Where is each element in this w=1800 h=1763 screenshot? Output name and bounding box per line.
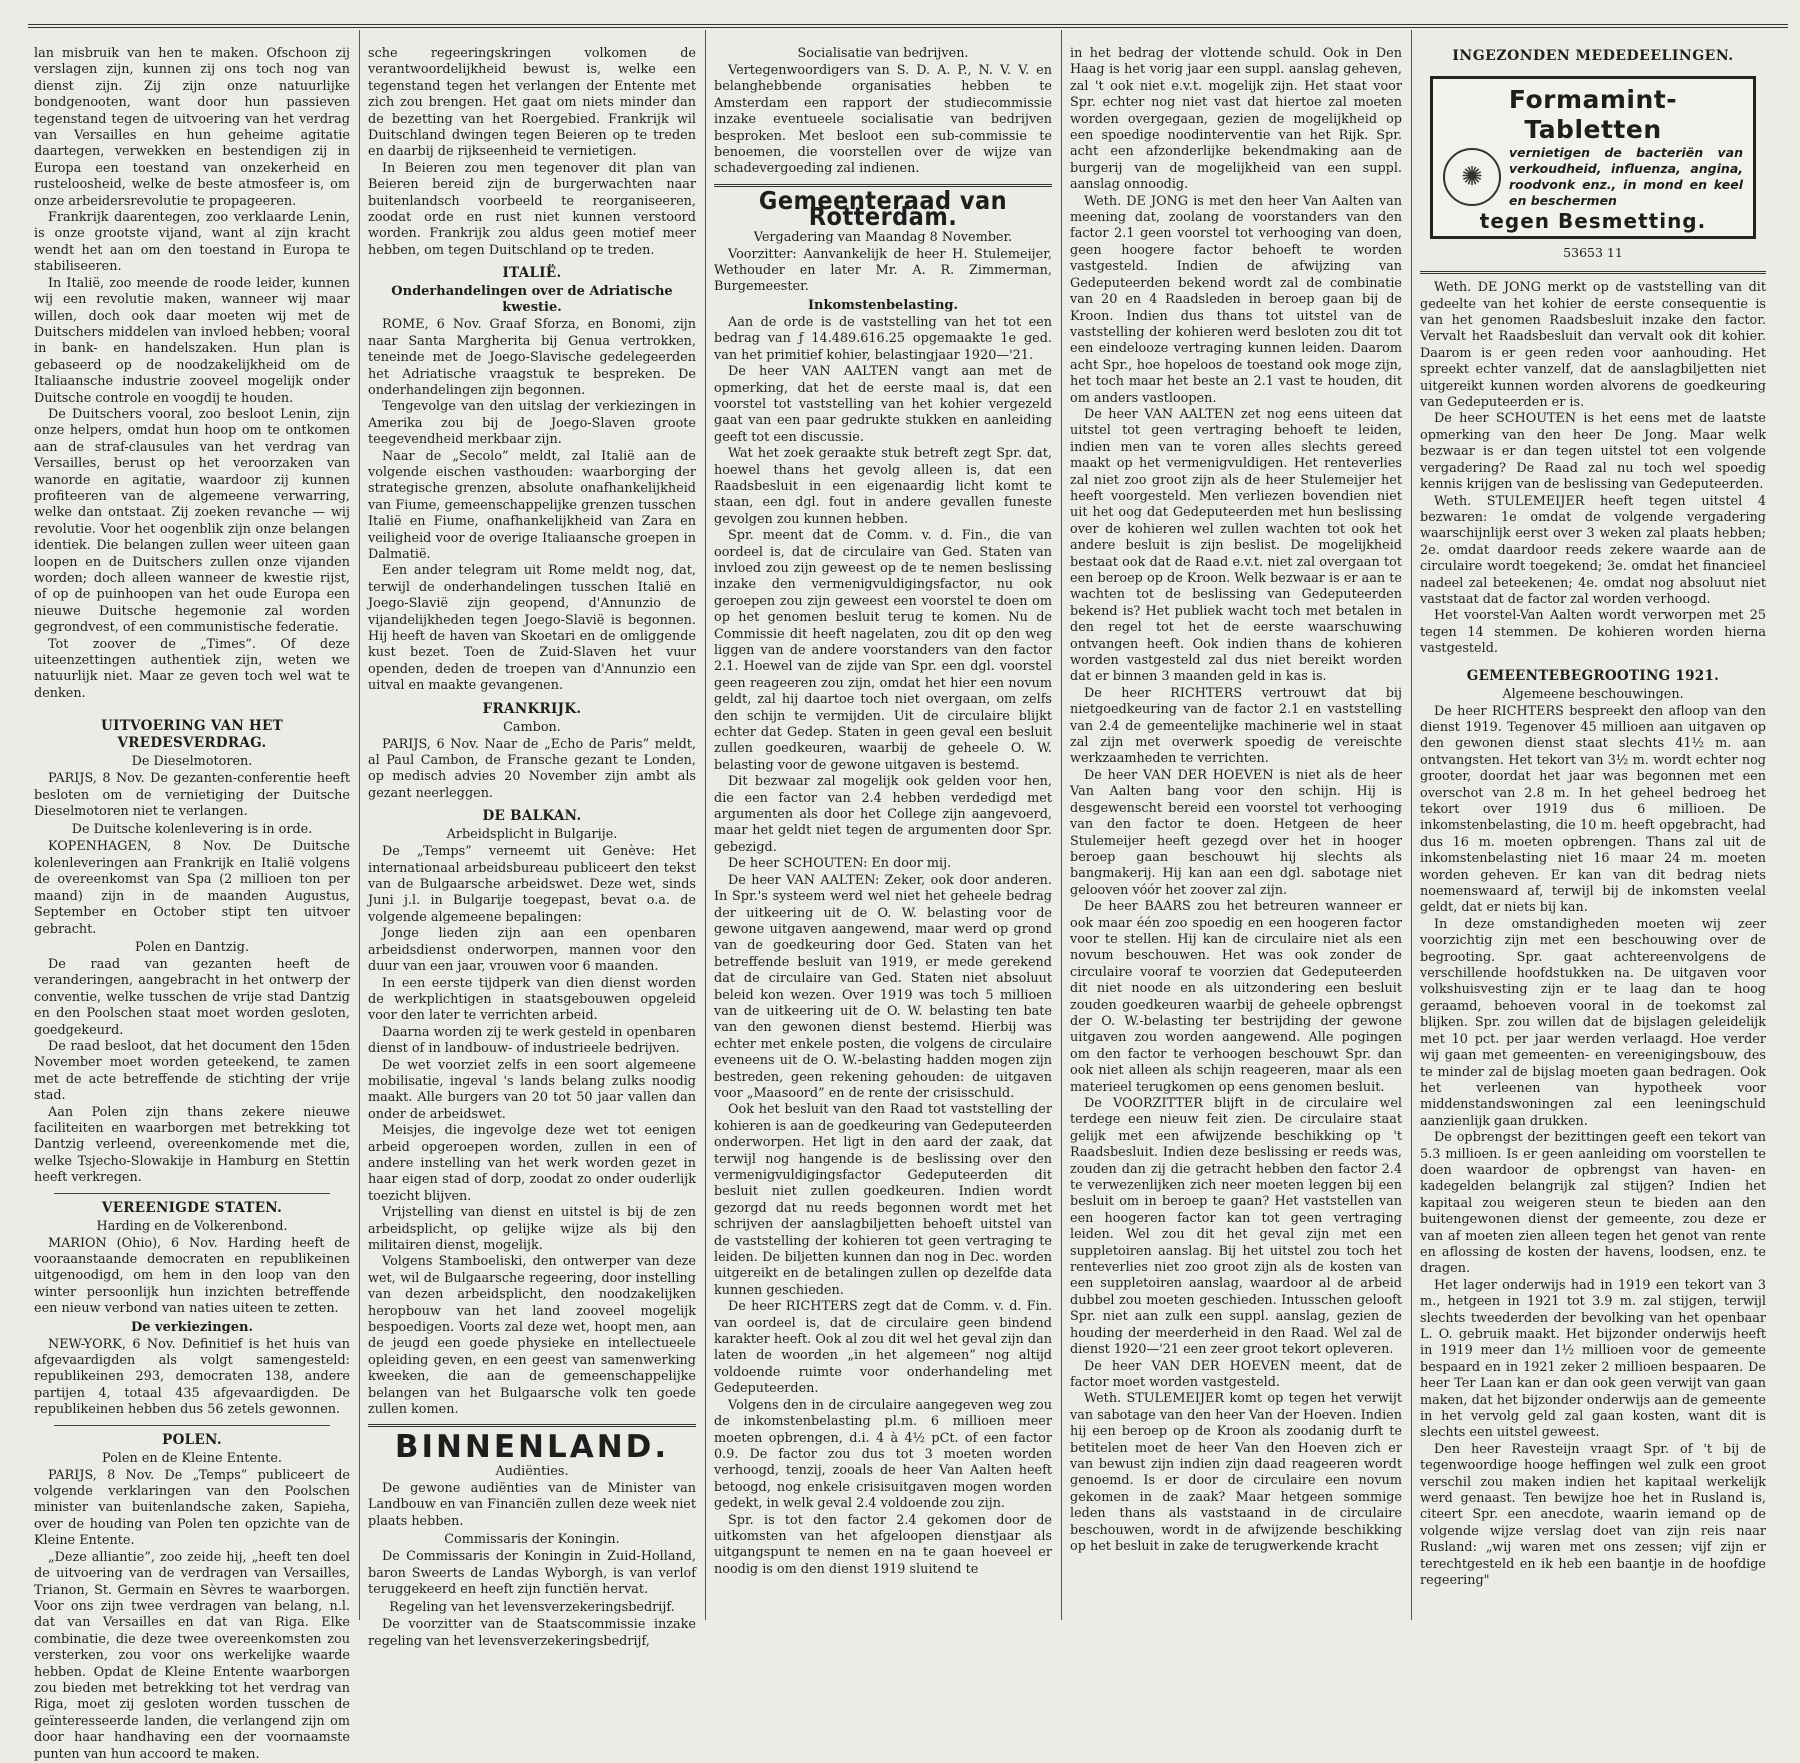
subheading: Arbeidsplicht in Bulgarije. <box>446 827 618 843</box>
article-text: De VOORZITTER blijft in de circulaire wel terdege een nieuw feit zien. De circulaire staat gelijk met een afwijzende beschikking op 't Raadsbesluit. Indien deze beslissing er reeds was, zouden dan zij die getracht hebben den factor 2.4 te verwezenlijken zich neer moeten leggen bij een besluit om in beroep te gaan? Het vaststellen van een hoogeren factor kan tot geen vertraging leiden. Wel zou dit het geval zijn met een suppletoiren aanslag. Bij het uitstel zou toch het renteverlies niet zoo groot zijn als de kosten van een suppletoiren aanslag, waardoor al de arbeid dubbel zou moeten geschieden. Intusschen gelooft Spr. niet aan zulk een suppl. aanslag, gezien de houding der meerderheid in den Raad. Wel zal de dienst 1920—'21 een zeer groot tekort opleveren. <box>1070 1096 1402 1358</box>
article-text: Frankrijk daarentegen, zoo verklaarde Lenin, is onze grootste vijand, want al zijn kracht wendt het aan om den toestand in Europa te stabiliseeren. <box>34 210 350 275</box>
divider <box>54 1193 330 1194</box>
article-text: Naar de „Secolo” meldt, zal Italië aan de volgende eischen vasthouden: waarborging der strategische grenzen, absolute onafhankelijkheid van Fiume, gemeenschappelijke grenzen tusschen Italië en Fiume, onafhankelijkheid van Zara en veiligheid voor de overige Italiaansche groepen in Dalmatië. <box>368 448 696 562</box>
article-text: in het bedrag der vlottende schuld. Ook in Den Haag is het vorig jaar een suppl. aanslag geheven, zal 't ook niet e.v.t. mogelijk zijn. Het staat voor Spr. echter nog niet vast dat hiertoe zal moeten worden overgegaan, gezien de mogelijkheid op een spoedige noodinterventie van het Rijk. Spr. acht een afzonderlijke bekendmaking aan de burgerij van de mogelijkheid van een suppl. aanslag onnoodig. <box>1070 46 1402 193</box>
subheading: Harding en de Volkerenbond. <box>96 1218 288 1234</box>
advertisement-code: 53653 11 <box>1563 244 1623 260</box>
formamint-advertisement <box>1430 76 1756 238</box>
article-text: Wat het zoek geraakte stuk betreft zegt Spr. dat, hoewel thans het gevolg alleen is, dat een Raadsbesluit in een eigenaardig licht komt te staan, een dgl. fout in andere gevallen funeste gevolgen zou kunnen hebben. <box>714 446 1052 527</box>
article-text: De heer BAARS zou het betreuren wanneer er ook maar één zoo spoedig en een hoogeren factor voor te stellen. Hij kan de circulaire niet als een novum beschouwen. Het was ook zonder de circulaire vooraf te voorzien dat Gedeputeerden dit niet noode en als uitzondering een besluit zouden goedkeuren waarbij de geheele opbrengst der O. W.-belasting ter bestrijding der gewone uitgaven zou worden aangewend. Alle pogingen om den factor te verhoogen beschouwt Spr. dan ook niet alleen als schijn reageeren, maar als een materieel terugkomen op eens genomen besluit. <box>1070 899 1402 1095</box>
subheading: Regeling van het levensverzekeringsbedrijf. <box>389 1600 675 1616</box>
article-text: PARIJS, 8 Nov. De „Temps” publiceert de volgende verklaringen van den Poolschen minister van buitenlandsche zaken, Sapieha, over de houding van Polen ten opzichte van de Kleine Entente. <box>34 1467 350 1549</box>
article-text: Aan Polen zijn thans zekere nieuwe faciliteiten en waarborgen met betrekking tot Dantzig verleend, overeenkomende met die, welke Tsjecho-Slowakije in Hamburg en Stettin heeft verkregen. <box>34 1104 350 1186</box>
article-text: Dit bezwaar zal mogelijk ook gelden voor hen, die een factor van 2.4 hebben verdedigd met argumenten als door het College zijn aangevoerd, maar het geldt niet tegen de argumenten door Spr. gebezigd. <box>714 774 1052 855</box>
council-masthead: Gemeenteraad van Rotterdam. <box>758 185 1008 232</box>
article-text: De Commissaris der Koningin in Zuid-Holland, baron Sweerts de Landas Wyborgh, is van verlof teruggekeerd en heeft zijn functiën hervat. <box>368 1549 696 1597</box>
article-text: Daarna worden zij te werk gesteld in openbaren dienst of in landbouw- of industrieele bedrijven. <box>368 1024 696 1057</box>
divider <box>54 1425 330 1426</box>
advertisement-product-name: Formamint-Tabletten <box>1508 85 1678 145</box>
advertisement-tagline: tegen Besmetting. <box>1479 209 1707 234</box>
article-text: De heer SCHOUTEN: En door mij. <box>728 856 952 872</box>
article-text: PARIJS, 6 Nov. Naar de „Echo de Paris” meldt, al Paul Cambon, de Fransche gezant te Londen, op medisch advies 20 November zijn ambt als gezant neerleggen. <box>368 736 696 801</box>
article-text: De wet voorziet zelfs in een soort algemeene mobilisatie, ingeval 's lands belang zulks noodig maakt. Alle burgers van 20 tot 50 jaar vallen dan onder de arbeidswet. <box>368 1057 696 1122</box>
subheading: De verkiezingen. <box>130 1319 254 1335</box>
article-text: Jonge lieden zijn aan een openbaren arbeidsdienst onderworpen, mannen voor den duur van een jaar, vrouwen voor 6 maanden. <box>368 926 696 975</box>
meeting-date: Vergadering van Maandag 8 November. <box>753 229 1013 245</box>
article-text: De heer VAN AALTEN: Zeker, ook door anderen. In Spr.'s systeem werd wel niet het geheele bedrag der uitkeering uit de O. W. belasting voor de gewone uitgaven aangewend, maar werd op grond van de goedkeuring door Ged. Staten van het betreffende besluit van 1919, er mede gerekend dat de circulaire van Ged. Staten niet absoluut beleid kon wezen. Over 1919 was toch 5 millioen van de uitkeering uit de O. W. belasting ten bate van den gewonen dienst bestemd. Hierbij was echter met enkele posten, die volgens de circulaire eveneens uit de O. W.-belasting hadden mogen zijn bestreden, geen rekening gehouden: de uitgaven voor „Maasoord” en de rente der crisisschuld. <box>714 872 1052 1101</box>
column-2 <box>368 46 696 1649</box>
article-text: NEW-YORK, 6 Nov. Definitief is het huis van afgevaardigden als volgt samengesteld: republikeinen 293, democraten 138, andere partijen 4, totaal 435 afgevaardigden. De republikeinen hebben dus 56 zetels gewonnen. <box>34 1336 350 1418</box>
article-text: De heer RICHTERS bespreekt den afloop van den dienst 1919. Tegenover 45 millioen aan uitgaven op den gewonen dienst staat slechts 41½ m. aan ontvangsten. Het tekort van 3½ m. wordt echter nog grooter, doordat het jaar was begonnen met een overschot van 2.8 m. In het geheel bedroeg het tekort over 1919 dus 6 millioen. De inkomstenbelasting, die 10 m. heeft opgebracht, had dus 16 m. moeten opbrengen. Thans zal uit de inkomstenbelasting niet 16 maar 24 m. moeten worden geheven. Er kan van dit bedrag niets noemenswaard af, terwijl bij de inkomsten veelal geldt, dat er niets bij kan. <box>1420 703 1766 916</box>
article-text: In deze omstandigheden moeten wij zeer voorzichtig zijn met een beschouwing over de begrooting. Spr. gaat achtereenvolgens de verschillende hoofdstukken na. De uitgaven voor volkshuisvesting zijn er te laag dan te hoog geraamd, behoeven vooral in de toekomst zal blijken. Spr. zou willen dat de bijslagen geleidelijk met 10 pct. per jaar werden verlaagd. Hoe verder wij gaan met gemeenten- en vereenigingsbouw, des te minder zal de bijslag moeten gaan bedragen. Ook het verleenen van hypotheek voor middenstandswoningen zal een leeningschuld aanzienlijk gaan drukken. <box>1420 916 1766 1129</box>
column-4 <box>1070 46 1402 1616</box>
article-text: De heer RICHTERS vertrouwt dat bij nietgoedkeuring van de factor 2.1 en vaststelling van 2.4 de gemeentelijke machinerie wel in staat zal zijn met overwerk spoedig de vereischte werkzaamheden te verrichten. <box>1070 685 1402 767</box>
article-text: De raad van gezanten heeft de veranderingen, aangebracht in het ontwerp der conventie, welke tusschen de vrije stad Dantzig en den Poolschen staat moet worden gesloten, goedgekeurd. <box>34 956 350 1038</box>
article-text: Meisjes, die ingevolge deze wet tot eenigen arbeid opgeroepen worden, zullen in een of andere instelling van het werk worden gezet in haar eigen stad of dorp, zoodat zo onder ouderlijk toezicht blijven. <box>368 1123 696 1204</box>
article-text: Aan de orde is de vaststelling van het tot een bedrag van ƒ 14.489.616.25 opgemaakte 1e ged. van het primitief kohier, belastingjaar 1920—'21. <box>714 314 1052 363</box>
article-text: Volgens den in de circulaire aangegeven weg zou de inkomstenbelasting pl.m. 6 millioen meer moeten opbrengen, d.i. 4 à 4½ pCt. of een factor 0.9. De factor zou dus tot 3 moeten worden verhoogd, tenzij, zooals de heer Van Aalten heeft betoogd, nog enkele crisisuitgaven mogen worden gedekt, in welk geval 2.4 voldoende zou zijn. <box>714 1397 1052 1512</box>
article-text: Vertegenwoordigers van S. D. A. P., N. V. V. en belanghebbende organisaties hebben te Amsterdam een rapport der studiecommissie inzake eventueele socialisatie van bedrijven besproken. Met besloot een sub-commissie te benoemen, die voorstellen over de wijze van schadevergoeding zal indienen. <box>714 63 1052 177</box>
article-text: lan misbruik van hen te maken. Ofschoon zij verslagen zijn, kunnen zij ons toch nog van dienst zijn. Zij zijn onze natuurlijke bondgenooten, want door hun passieven tegenstand tegen de uitvoering van het verdrag van Versailles en hun geheime agitatie daartegen, verwekken en bestendigen zij in Europa een toestand van onzekerheid en rusteloosheid, welke de beste atmosfeer is, om onze arbeidersrevolutie te propageeren. <box>34 46 350 209</box>
advertisement-section-heading: INGEZONDEN MEDEDEELINGEN. <box>1452 48 1734 64</box>
section-heading: VEREENIGDE STATEN. <box>101 1199 283 1216</box>
column-rule <box>1061 30 1062 1620</box>
section-masthead-binnenland: BINNENLAND. <box>394 1429 670 1466</box>
article-text: De heer VAN DER HOEVEN meent, dat de factor moet worden vastgesteld. <box>1070 1358 1402 1390</box>
column-rule <box>1411 30 1412 1620</box>
article-text: Tot zoover de „Times”. Of deze uiteenzettingen authentiek zijn, weten we natuurlijk niet. Maar ze geven toch wel wat te denken. <box>34 636 350 701</box>
article-text: Weth. DE JONG is met den heer Van Aalten van meening dat, zoolang de voorstanders van den factor 2.1 geen voorstel tot verhooging van doen, geen hoogere factor behoeft te worden vastgesteld. Indien de afwijzing van Gedeputeerden bekend wordt zal de combinatie van 20 en 4 Raadsleden in beroep gaan bij de Kroon. Indien dus thans tot uitstel van de vaststelling der kohieren werd besloten zou dit tot een eindelooze vertraging kunnen leiden. Daarom acht Spr., hoe hopeloos de toestand ook moge zijn, het toch maar het beste an 2.1 vast te houden, dit om anders vastloopen. <box>1070 193 1402 406</box>
article-text: PARIJS, 8 Nov. De gezanten-conferentie heeft besloten om de vernietiging der Duitsche Dieselmotoren niet te verlangen. <box>34 771 350 820</box>
column-rule <box>705 30 706 1620</box>
article-text: De „Temps” verneemt uit Genève: Het internationaal arbeidsbureau publiceert den tekst van de Bulgaarsche arbeidswet. Deze wet, sinds Juni j.l. in Bulgarije toegepast, bevat o.a. de volgende algemeene bepalingen: <box>368 844 696 925</box>
article-text: Het lager onderwijs had in 1919 een tekort van 3 m., hetgeen in 1921 tot 3.9 m. zal stijgen, terwijl slechts tweederden der bevolking van het openbaar L. O. gebruik maakt. Het bijzonder onderwijs heeft in 1919 meer dan 1½ millioen voor de gemeente bespaard en in 1921 zeker 2 millioen bespaaren. De heer Ter Laan kan er dan ook geen verwijt van gaan maken, dat het bijzonder onderwijs aan de gemeente in het vervolg geld zal gaan kosten, want dit is slechts een uitstel geweest. <box>1420 1277 1766 1441</box>
article-text: De raad besloot, dat het document den 15den November moet worden geteekend, te zamen met de acte betreffende de stichting der vrije stad. <box>34 1038 350 1104</box>
section-heading: UITVOERING VAN HET VREDESVERDRAG. <box>101 718 283 752</box>
subheading: Polen en Dantzig. <box>134 939 250 955</box>
article-text: Weth. STULEMEIJER heeft tegen uitstel 4 bezwaren: 1e omdat de volgende vergadering waarschijnlijk eerst over 3 weken zal plaats hebben; 2e. omdat daardoor reeds zekere waarde aan de circulaire wordt toegekend; 3e. omdat het financieel nadeel zal beteekenen; 4e. omdat nog absoluut niet vaststaat dat de factor zal worden verhoogd. <box>1420 493 1766 607</box>
subheading: Onderhandelingen over de Adriatische kwestie. <box>391 284 673 316</box>
divider <box>368 1424 696 1427</box>
section-heading: POLEN. <box>162 1431 222 1448</box>
article-text: De heer VAN DER HOEVEN is niet als de heer Van Aalten bang voor den schijn. Hij is desgewenscht bereid een voorstel tot verhooging van den factor te doen. Hetgeen de heer Stulemeijer heeft gezegd over het in hooger beroep gaan beschouwt hij slechts als bangmakerij. Hij kan aan een dgl. sabotage niet gelooven vóór het zoover zal zijn. <box>1070 767 1402 898</box>
subheading: De Dieselmotoren. <box>131 754 253 770</box>
article-text: „Deze alliantie”, zoo zeide hij, „heeft ten doel de uitvoering van de verdragen van Versailles, Trianon, St. Germain en Sèvres te waarborgen. Voor ons zijn twee verdragen van belang, n.l. dat van Versailles en dat van Riga. Elke combinatie, die deze twee overeenkomsten zou versterken, zou voor ons werkelijke waarde hebben. Opdat de Kleine Entente waarborgen zou bieden met betrekking tot het verdrag van Riga, moet zij gesloten worden tusschen de geïnteresseerde landen, die verlangend zijn om door haar handhaving een der voornaamste punten van hun accoord te maken. <box>34 1549 350 1762</box>
column-3 <box>714 46 1052 1616</box>
subheading: Cambon. <box>503 719 561 735</box>
article-text: De opbrengst der bezittingen geeft een tekort van 5.3 millioen. Is er geen aanleiding om voorstellen te doen waardoor de opbrengst van haven- en kadegelden belangrijk zal stijgen? Indien het kapitaal zou weigeren steun te bieden aan den buitengewonen dienst der gemeente, zou deze er van af moeten zien alleen tegen het genot van rente en aflossing de kosten der havens, loodsen, enz. te dragen. <box>1420 1130 1766 1277</box>
article-text: In Beieren zou men tegenover dit plan van Beieren bereid zijn de burgerwachten naar buitenlandsch voorbeeld te reorganiseeren, zoodat orde en rust niet kunnen verstoord worden. Frankrijk zou aldus geen motief meer hebben, om tegen Duitschland op te treden. <box>368 160 696 258</box>
article-text: In een eerste tijdperk van dien dienst worden de werkplichtigen in staatsgebouwen opgeleid voor den later te verrichten arbeid. <box>368 975 696 1024</box>
article-text: Volgens Stamboeliski, den ontwerper van deze wet, wil de Bulgaarsche regeering, door instelling van dezen arbeidsplicht, den noodzakelijken heropbouw van het land zooveel mogelijk bespoedigen. Voorts zal deze wet, hoopt men, aan de jeugd een goede physieke en intellectueele opleiding geven, en een geest van samenwerking kweeken, die aan de gemeenschappelijke belangen van het Bulgaarsche volk ten goede zullen komen. <box>368 1254 696 1418</box>
article-text: KOPENHAGEN, 8 Nov. De Duitsche kolenleveringen aan Frankrijk en Italië volgens de overeenkomst van Spa (2 millioen ton per maand) zijn in de maanden Augustus, September en October stipt ten uitvoer gebracht. <box>34 839 350 937</box>
article-text: sche regeeringskringen volkomen de verantwoordelijkheid bewust is, welke een tegenstand tegen het verlangen der Entente met zich zou brengen. Het gaat om niets minder dan de bezetting van het Roergebied. Frankrijk wil Duitschland dwingen tegen Beieren op te treden en daarbij de rijkseenheid te vernietigen. <box>368 46 696 160</box>
article-text: De gewone audiënties van de Minister van Landbouw en van Financiën zullen deze week niet plaats hebben. <box>368 1480 696 1529</box>
column-5 <box>1420 46 1766 1616</box>
column-rule <box>359 30 360 1620</box>
subheading: Algemeene beschouwingen. <box>1502 686 1684 702</box>
section-heading: ITALIË. <box>502 265 562 282</box>
section-heading: GEMEENTEBEGROOTING 1921. <box>1466 667 1720 684</box>
section-heading: FRANKRIJK. <box>482 700 582 717</box>
article-text: De voorzitter van de Staatscommissie inzake regeling van het levensverzekeringsbedrijf, <box>368 1617 696 1649</box>
article-text: Tengevolge van den uitslag der verkiezingen in Amerika zou bij de Joego-Slaven groote teegevendheid merkbaar zijn. <box>368 399 696 448</box>
advertisement-body: vernietigen de bacteriën van verkoudheid, influenza, angina, roodvonk enz., in mond en keel en beschermen <box>1509 145 1743 209</box>
article-text: Spr. meent dat de Comm. v. d. Fin., die van oordeel is, dat de circulaire van Ged. Staten van invloed zou zijn geweest op de te nemen beslissing inzake den vermenigvuldigingsfactor, nu ook geroepen zou zijn geweest een voorstel te doen om op het genomen besluit terug te komen. Nu de Commissie dit heeft nagelaten, zou dit op den weg liggen van de andere voorstanders van den factor 2.1. Hoewel van de zijde van Spr. een dgl. voorstel geen reageeren zou zijn, omdat het hier een novum geldt, zal hij daartoe toch niet overgaan, om zelfs den schijn te vermijden. Uit de circulaire blijkt echter dat Gedep. Staten in geen geval een besluit zullen goedkeuren, waarbij de geheele O. W. belasting voor de gewone uitgaven is bestemd. <box>714 528 1052 773</box>
top-rule <box>28 24 1788 28</box>
article-text: De Duitschers vooral, zoo besloot Lenin, zijn onze helpers, omdat hun hoop om te ontkomen aan de straf-clausules van het verdrag van Versailles, berust op het veroorzaken van wanorde en agitatie, waardoor zij kunnen profiteeren van de algemeene verwarring, welke dan ontstaat. Zij zoeken revanche — wij revolutie. Voor het oogenblik zijn onze belangen identiek. Die belangen zullen weer uiteen gaan loopen en de Duitschers zullen onze vijanden worden; doch alleen wanneer de kwestie rijst, of op de puinhoopen van het oude Europa een nieuwe Duitsche hegemonie zal worden gegrondvest, of een communistische federatie. <box>34 406 350 636</box>
subheading: Audiënties. <box>495 1463 569 1479</box>
article-text: ROME, 6 Nov. Graaf Sforza, en Bonomi, zijn naar Santa Margherita bij Genua vertrokken, teneinde met de Joego-Slavische gedelegeerden het Adriatische vraagstuk te bespreken. De onderhandelingen zijn begonnen. <box>368 317 696 398</box>
subheading: Polen en de Kleine Entente. <box>101 1450 282 1466</box>
article-text: Weth. DE JONG merkt op de vaststelling van dit gedeelte van het kohier de eerste consequentie is van het genomen Raadsbesluit inzake den factor. Vervalt het Raadsbesluit dan vervalt ook dit kohier. Daarom is er geen reden voor aanhouding. Het spreekt echter vanzelf, dat de aanslagbiljetten niet uitgereikt kunnen worden alvorens de goedkeuring van Gedeputeerden er is. <box>1420 280 1766 411</box>
article-text: De heer VAN AALTEN vangt aan met de opmerking, dat het de eerste maal is, dat een voorstel tot vaststelling van het kohier vergezeld gaat van een paar gedrukte stukken en aanleiding geeft tot een discussie. <box>714 364 1052 445</box>
article-text: De heer VAN AALTEN zet nog eens uiteen dat uitstel tot geen vertraging behoeft te leiden, indien men van te voren alles slechts gereed maakt op het vermenigvuldigen. Het renteverlies zal niet zoo groot zijn als de heer Stulemeijer het heeft voorgesteld. Men verliezen bovendien niet uit het oog dat Gedeputeerden met hun beslissing over de kohieren wel zullen wachten tot ook het andere besluit is zijn beslist. De mogelijkheid bestaat ook dat de Raad e.v.t. niet zal overgaan tot een beroep op de Kroon. Welk bezwaar is er aan te wachten tot de beslissing van Gedeputeerden bekend is? Het publiek wacht toch met betalen in den regel tot het de eerste waarschuwing ontvangen heeft. Ook indien thans de kohieren worden vastgesteld zal dus niet bereikt worden dat er binnen 3 maanden geld in kas is. <box>1070 406 1402 685</box>
subheading: Socialisatie van bedrijven. <box>797 46 969 61</box>
article-text: Het voorstel-Van Aalten wordt verworpen met 25 tegen 14 stemmen. De kohieren worden hierna vastgesteld. <box>1420 608 1766 657</box>
article-text: Een ander telegram uit Rome meldt nog, dat, terwijl de onderhandelingen tusschen Italië en Joego-Slavië zijn geopend, d'Annunzio de vijandelijkheden tegen Joego-Slavië is begonnen. Hij heeft de haven van Skoetari en de omliggende kust bezet. Toen de Zuid-Slaven het vuur openden, deden de troepen van d'Annunzio een uitval en maakte gevangenen. <box>368 563 696 694</box>
section-heading: DE BALKAN. <box>482 808 582 825</box>
article-text: Vrijstelling van dienst en uitstel is bij de zen arbeidsplicht, op gelijke wijze als bij den militairen dienst, mogelijk. <box>368 1205 696 1253</box>
seal-icon: ✺ <box>1443 148 1501 206</box>
article-text: Ook het besluit van den Raad tot vaststelling der kohieren is aan de goedkeuring van Gedeputeerden onderworpen. Het ligt in den aard der zaak, dat terwijl nog hangende is de beslissing over den vermenigvuldigingsfactor Gedeputeerden dit besluit niet zullen goedkeuren. Indien wordt gezorgd dat nu reeds begonnen wordt met het schrijven der aanslagbiljetten behoeft uitstel van de vaststelling der kohieren tot geen vertraging te leiden. De biljetten kunnen dan nog in Dec. worden uitgereikt en de betalingen zullen op dezelfde data kunnen geschieden. <box>714 1102 1052 1298</box>
subheading: Commissaris der Koningin. <box>444 1532 620 1548</box>
article-text: De heer RICHTERS zegt dat de Comm. v. d. Fin. van oordeel is, dat de circulaire geen bindend karakter heeft. Ook al zou dit wel het geval zijn dan laten de woorden „in het algemeen” nog altijd voldoende ruimte voor onderhandeling met Gedeputeerden. <box>714 1299 1052 1397</box>
article-text: Voorzitter: Aanvankelijk de heer H. Stulemeijer, Wethouder en later Mr. A. R. Zimmerman, Burgemeester. <box>714 246 1052 295</box>
article-text: Spr. is tot den factor 2.4 gekomen door de uitkomsten van het afgeloopen dienstjaar als uitgangspunt te nemen en na te gaan hoeveel er noodig is om den dienst 1919 sluitend te <box>714 1512 1052 1577</box>
divider <box>1420 271 1766 274</box>
article-text: Weth. STULEMEIJER komt op tegen het verwijt van sabotage van den heer Van der Hoeven. Indien hij een beroep op de Kroon als zoodanig durft te betitelen moet de heer Van den Hoeven zich er van bewust zijn indien zijn daad reageeren wordt genoemd. Is er door de circulaire een novum gekomen in de zaak? Maar hetgeen sommige leden thans als vaststaand in de circulaire beschouwen, wordt in de afwijzende beschikking op het besluit in zake de terugwerkende kracht <box>1070 1391 1402 1554</box>
article-text: De heer SCHOUTEN is het eens met de laatste opmerking van den heer De Jong. Maar welk bezwaar is er dan tegen uitstel tot een volgende vergadering? De Raad zal nu toch wel spoedig kennis krijgen van de beslissing van Gedeputeerden. <box>1420 411 1766 493</box>
subheading: De Duitsche kolenlevering is in orde. <box>71 822 313 838</box>
article-text: In Italië, zoo meende de roode leider, kunnen wij een revolutie maken, wanneer wij maar willen, doch ook daar moeten wij met de Duitschers middelen van invloed hebben; vooral in bank- en handelszaken. Hun plan is gebaseerd op de noodzakelijkheid om de Italiaansche industrie zooveel mogelijk onder Duitsche controle en voogdij te houden. <box>34 275 350 406</box>
subheading: Inkomstenbelasting. <box>807 297 959 313</box>
article-text: Den heer Ravesteijn vraagt Spr. of 't bij de tegenwoordige hooge heffingen wel zulk een groot verschil zou maken indien het kapitaal werkelijk werd genaast. Ten bewijze hoe het in Rusland is, citeert Spr. een anecdote, waarin iemand op de volgende wijze verslag doet van zijn reis naar Rusland: „wij waren met ons zessen; vijf zijn er terechtgesteld en ik heb een baantje in de hoofdige regeering" <box>1420 1441 1766 1589</box>
article-text: MARION (Ohio), 6 Nov. Harding heeft de vooraanstaande democraten en republikeinen uitgenoodigd, om hem in den loop van den winter persoonlijk hun inzichten betreffende een nieuw verbond van naties uiteen te zetten. <box>34 1235 350 1317</box>
column-1 <box>34 46 350 1762</box>
